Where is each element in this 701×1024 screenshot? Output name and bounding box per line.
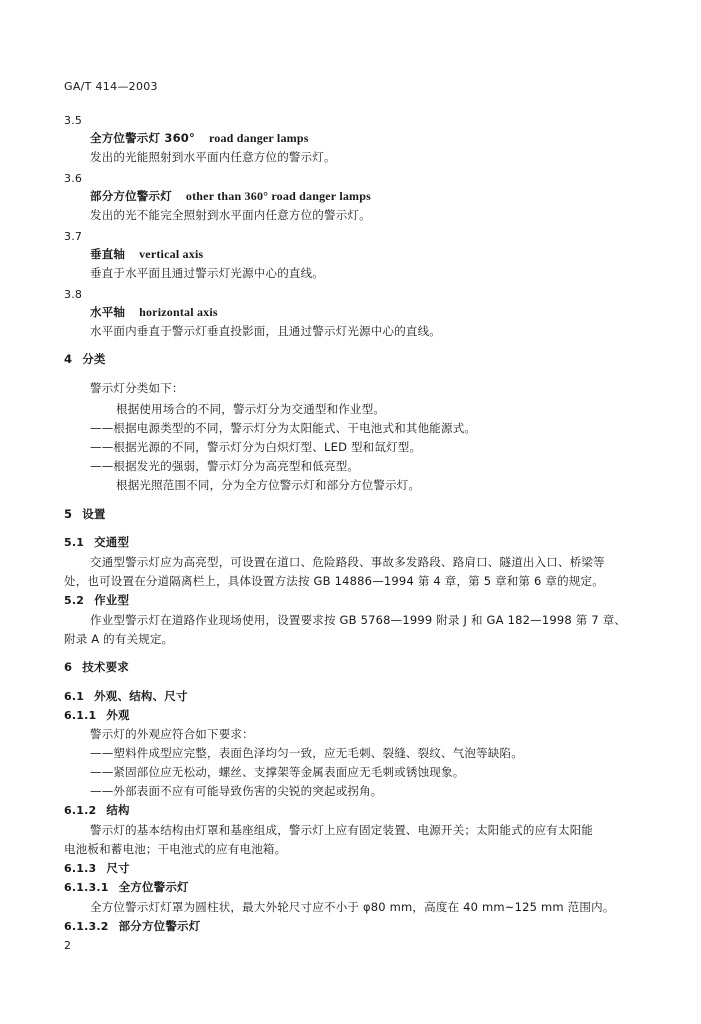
clause-6-1-heading: [64, 689, 188, 704]
clause-6-1-1-intro: 警示灯的外观应符合如下要求：: [90, 727, 254, 741]
term-zh: 水平轴: [90, 305, 126, 319]
list-item: 根据光照范围不同，分为全方位警示灯和部分方位警示灯。: [116, 478, 421, 492]
clause-3-7-term: [90, 247, 203, 262]
list-item: ——紧固部位应无松动，螺丝、支撑架等金属表面应无毛刺或锈蚀现象。: [90, 765, 465, 779]
clause-6-1-2-heading: [64, 803, 130, 818]
section-number: 6: [64, 660, 73, 674]
clause-6-1-2-text-line: 电池板和蓄电池；干电池式的应有电池箱。: [64, 842, 287, 856]
clause-5-1-text-line: 交通型警示灯应为高亮型，可设置在道口、危险路段、事故多发路段、路肩口、隧道出入口、桥梁等: [90, 555, 605, 569]
clause-3-6-definition: 发出的光不能完全照射到水平面内任意方位的警示灯。: [90, 208, 371, 222]
clause-3-6-term: [90, 189, 371, 204]
clause-6-1-3-2-heading: [64, 919, 200, 934]
clause-5-2-text-line: 作业型警示灯在道路作业现场使用，设置要求按 GB 5768—1999 附录 J 和 GA 182—1998 第 7 章、: [90, 613, 627, 627]
clause-5-1-heading: [64, 535, 129, 550]
section-title: 技术要求: [82, 660, 130, 674]
section-6-heading: [64, 660, 129, 675]
list-item: 根据使用场合的不同，警示灯分为交通型和作业型。: [116, 402, 386, 416]
clause-number: 6.1.3.2: [64, 920, 109, 933]
list-item: ——根据光源的不同，警示灯分为白炽灯型、LED 型和氙灯型。: [90, 440, 422, 454]
section-5-heading: [64, 507, 106, 522]
clause-3-8-number: 3.8: [64, 288, 83, 301]
clause-title: 部分方位警示灯: [118, 919, 201, 933]
clause-3-8-definition: 水平面内垂直于警示灯垂直投影面，且通过警示灯光源中心的直线。: [90, 324, 441, 338]
clause-title: 全方位警示灯: [118, 880, 189, 894]
clause-title: 交通型: [94, 535, 130, 549]
clause-5-2-heading: [64, 593, 129, 608]
term-zh: 垂直轴: [90, 247, 126, 261]
page-number: 2: [64, 939, 72, 952]
list-item: ——外部表面不应有可能导致伤害的尖锐的突起或拐角。: [90, 784, 383, 798]
section-4-intro: 警示灯分类如下：: [90, 381, 184, 395]
clause-3-5-number: 3.5: [64, 114, 83, 127]
term-zh: 全方位警示灯 360°: [90, 131, 195, 145]
clause-title: 外观、结构、尺寸: [94, 689, 188, 703]
section-number: 5: [64, 507, 73, 521]
clause-6-1-2-text-line: 警示灯的基本结构由灯罩和基座组成，警示灯上应有固定装置、电源开关；太阳能式的应有太阳能: [90, 823, 594, 837]
list-item: ——根据电源类型的不同，警示灯分为太阳能式、干电池式和其他能源式。: [90, 421, 477, 435]
term-en: road danger lamps: [208, 131, 309, 145]
clause-6-1-1-heading: [64, 708, 130, 723]
clause-6-1-3-heading: [64, 861, 130, 876]
clause-6-1-3-1-text: 全方位警示灯灯罩为圆柱状，最大外轮尺寸应不小于 φ80 mm，高度在 40 mm~125 mm 范围内。: [90, 900, 615, 914]
section-4-heading: [64, 352, 106, 367]
clause-3-8-term: [90, 305, 218, 320]
standard-header: GA/T 414—2003: [64, 80, 158, 93]
clause-title: 结构: [106, 803, 130, 817]
list-item: ——根据发光的强弱，警示灯分为高亮型和低亮型。: [90, 459, 360, 473]
list-item: ——塑料件成型应完整，表面色泽均匀一致，应无毛刺、裂缝、裂纹、气泡等缺陷。: [90, 746, 523, 760]
section-number: 4: [64, 352, 73, 366]
clause-3-5-term: [90, 131, 309, 146]
term-en: horizontal axis: [139, 305, 218, 319]
clause-number: 5.2: [64, 594, 85, 607]
clause-6-1-3-1-heading: [64, 880, 189, 895]
clause-5-1-text-line: 处，也可设置在分道隔离栏上，具体设置方法按 GB 14886—1994 第 4 章，第 5 章和第 6 章的规定。: [64, 574, 604, 588]
section-title: 设置: [82, 507, 106, 521]
clause-3-7-definition: 垂直于水平面且通过警示灯光源中心的直线。: [90, 266, 324, 280]
clause-3-5-definition: 发出的光能照射到水平面内任意方位的警示灯。: [90, 150, 336, 164]
clause-5-2-text-line: 附录 A 的有关规定。: [64, 632, 174, 646]
clause-title: 作业型: [94, 593, 130, 607]
clause-number: 6.1.3: [64, 862, 97, 875]
clause-number: 6.1.3.1: [64, 881, 109, 894]
clause-number: 5.1: [64, 536, 85, 549]
clause-3-6-number: 3.6: [64, 172, 83, 185]
term-en: vertical axis: [139, 247, 204, 261]
term-zh: 部分方位警示灯: [90, 189, 172, 203]
section-title: 分类: [82, 352, 106, 366]
clause-3-7-number: 3.7: [64, 230, 83, 243]
clause-number: 6.1: [64, 690, 85, 703]
term-en: other than 360° road danger lamps: [185, 189, 371, 203]
clause-title: 外观: [106, 708, 130, 722]
clause-number: 6.1.1: [64, 709, 97, 722]
clause-number: 6.1.2: [64, 804, 97, 817]
clause-title: 尺寸: [106, 861, 130, 875]
